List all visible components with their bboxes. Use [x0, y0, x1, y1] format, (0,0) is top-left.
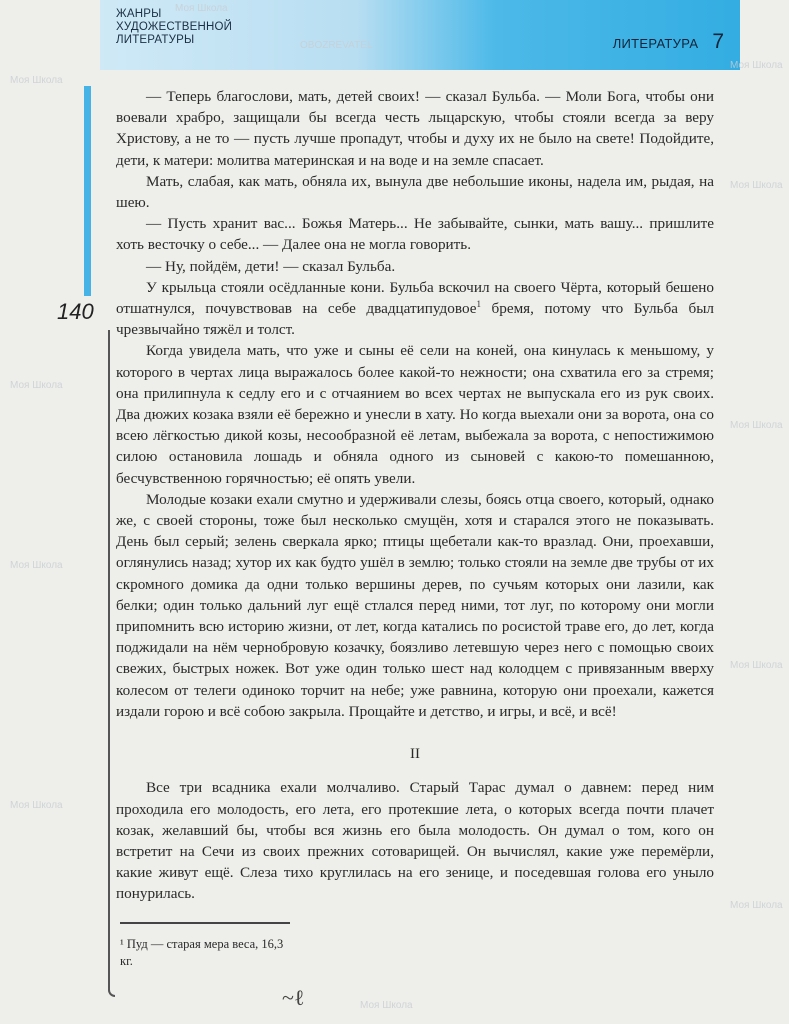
section-label-line: ХУДОЖЕСТВЕННОЙ [116, 21, 233, 33]
subject-label [613, 30, 724, 54]
footnote: ¹ Пуд — старая мера веса, 16,3 кг. [120, 922, 290, 970]
watermark: OBOZREVATEL [300, 40, 373, 51]
grade-number: 7 [712, 30, 724, 53]
sidebar-accent-bar [84, 86, 91, 296]
paragraph: — Теперь благослови, мать, детей своих! — сказал Бульба. — Моли Бога, чтобы они воевали храбро, защищали бы всегда честь лыцарскую, чтобы стояли всегда за веру Христову, а не то — пусть лучше пропадут, чтобы и духу их не было на свете! Подойдите, дети, к матери: молитва материнская и на воде и на земле спасает. [116, 88, 714, 169]
main-text [116, 86, 714, 905]
watermark: Моя Школа [360, 1000, 413, 1011]
paragraph-text: бремя, потому что Бульба был чрезвычайно тяжёл и толст. [116, 300, 715, 339]
paragraph: Мать, слабая, как мать, обняла их, вынула две небольшие иконы, надела им, рыдая, на шею. [116, 172, 714, 212]
watermark: Моя Школа [730, 180, 783, 191]
section-label-line: ЖАНРЫ [116, 8, 162, 20]
watermark: Моя Школа [730, 60, 783, 71]
watermark: Моя Школа [175, 3, 228, 14]
paragraph: — Ну, пойдём, дети! — сказал Бульба. [146, 257, 396, 275]
chapter-heading: II [410, 746, 420, 763]
paragraph [116, 277, 714, 341]
watermark: Моя Школа [10, 380, 63, 391]
watermark: Моя Школа [730, 660, 783, 671]
paragraph-text: У крыльца стояли осёдланные кони. Бульба вскочил на своего Чёрта, который бешено отшатнулся, почувствовав на себе двадцатипудовое [116, 278, 714, 318]
paragraph: Когда увидела мать, что уже и сыны её сели на коней, она кинулась к меньшому, у которого в чертах лица выражалось более какой-то нежности; она схватила его за стремя; она прилипнула к седлу его и с отчаянием во всех чертах не выпускала его из рук своих. Два дюжих козака взяли её бережно и унесли в хату. Но когда выехали они за ворота, она со всею лёгкостью дикой козы, несообразной её летам, выбежала за ворота, с непостижимою силою остановила лошадь и обняла одного из сыновей с какою-то помешанною, бесчувственною горячностью; её опять увели. [116, 342, 714, 487]
watermark: Моя Школа [10, 75, 63, 86]
paragraph: Молодые козаки ехали смутно и удерживали слезы, боясь отца своего, который, однако же, с своей стороны, тоже был несколько смущён, хотя и старался этого не показывать. День был серый; зелень сверкала ярко; птицы щебетали как-то вразлад. Они, проехавши, оглянулись назад; хутор их как будто ушёл в землю; только стояли на земле две трубы от их скромного домика да одни только вершины дерев, по сучьям которых они лазили, как белки; один только дальний луг ещё стлался перед ними, тот луг, по которому они могли припомнить всю историю жизни, от лет, когда катались по росистой траве его, до лет, когда поджидали на нём чернобровую козачку, боязливо летевшую через него с помощью своих свежих, быстрых ножек. Вот уже один только шест над колодцем с привязанным вверху колесом от телеги одиноко торчит на небе; уже равнина, которую они проехали, кажется издали горою и всё собою закрыла. Прощайте и детство, и игры, и всё, и всё! [116, 490, 714, 720]
watermark: Моя Школа [10, 560, 63, 571]
page-number: 140 [57, 299, 94, 324]
ornament-icon: ~ℓ [282, 985, 305, 1010]
paragraph: — Пусть хранит вас... Божья Матерь... Не забывайте, сынки, мать вашу... пришлите хоть весточку о себе... — Далее она не могла говорить. [116, 215, 714, 254]
watermark: Моя Школа [730, 900, 783, 911]
watermark: Моя Школа [730, 420, 783, 431]
paragraph: Все три всадника ехали молчаливо. Старый Тарас думал о давнем: перед ним проходила его молодость, его лета, его протекшие лета, о которых всегда почти плачет козак, желавший бы, чтобы вся жизнь его была молодость. Он думал о том, кого он встретит на Сечи из своих прежних сотоварищей. Он вычислял, какие уже перемёрли, какие живут ещё. Слеза тихо круглилась на его зенице, и поседевшая голова его уныло понурилась. [116, 779, 714, 903]
watermark: Моя Школа [10, 800, 63, 811]
footnote-mark: 1 [476, 298, 481, 309]
margin-frame-line [108, 330, 115, 997]
subject-name: ЛИТЕРАТУРА [612, 36, 699, 51]
section-label-line: ЛИТЕРАТУРЫ [116, 34, 195, 46]
